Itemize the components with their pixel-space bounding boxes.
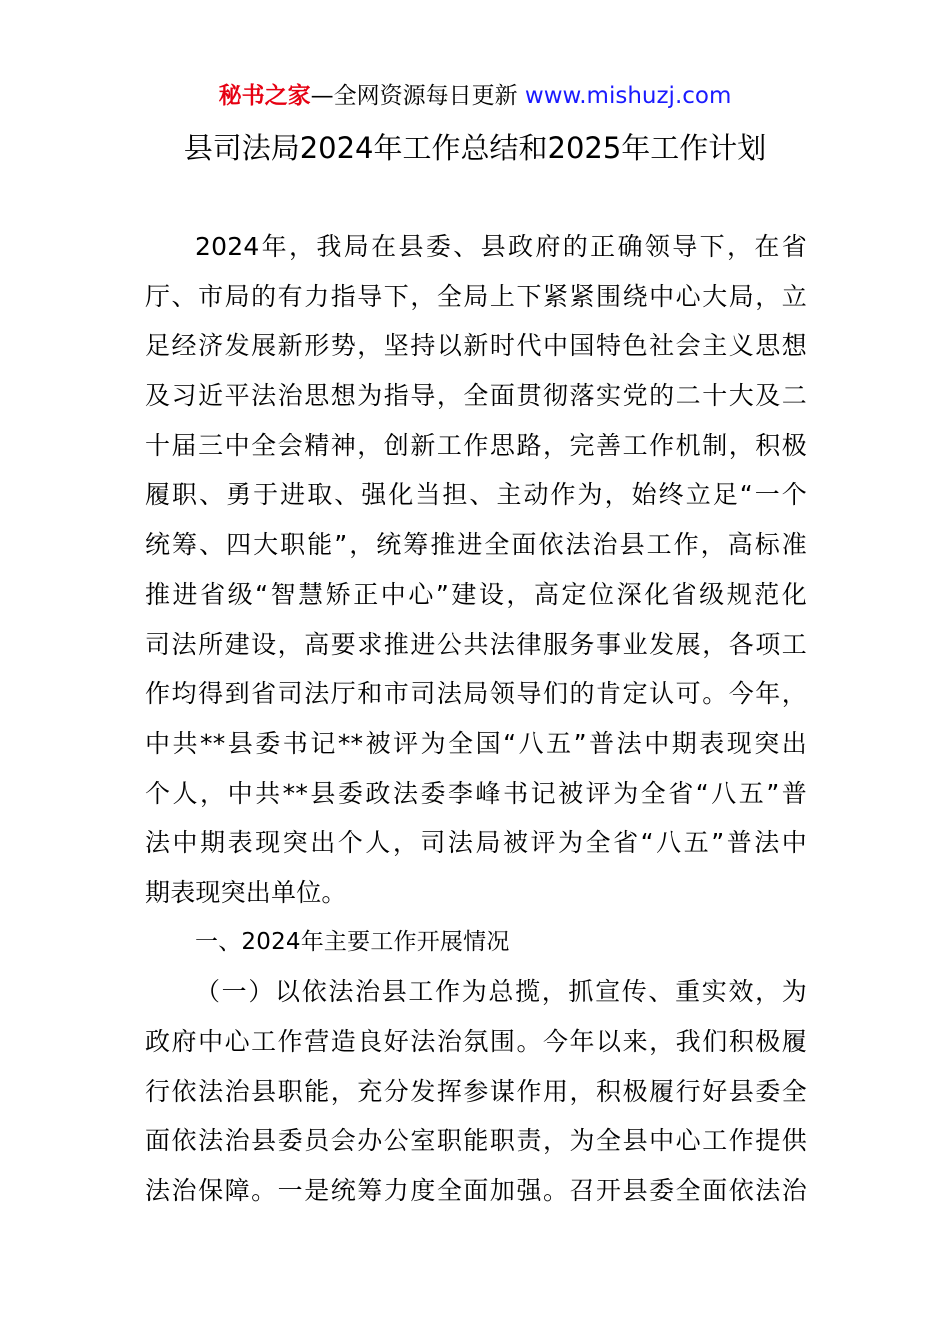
paragraph-line: （一）以依法治县工作为总揽，抓宣传、重实效，为 [195,977,807,1007]
paragraph-line: 2024年，我局在县委、县政府的正确领导下，在省 [195,232,807,261]
paragraph-line: 足经济发展新形势，坚持以新时代中国特色社会主义思想 [145,331,807,361]
paragraph-line: 司法所建设，高要求推进公共法律服务事业发展，各项工 [145,629,807,659]
paragraph-line: 个人，中共**县委政法委李峰书记被评为全省“八五”普 [145,778,807,808]
paragraph-line: 履职、勇于进取、强化当担、主动作为，始终立足“一个 [145,480,807,510]
site-slogan: —全网资源每日更新 [310,83,525,109]
site-url-link[interactable]: www.mishuzj.com [524,83,732,109]
section-heading [145,918,807,968]
paragraph-line: 作均得到省司法厅和市司法局领导们的肯定认可。今年， [145,679,807,709]
site-header [0,80,950,112]
paragraph-line: 政府中心工作营造良好法治氛围。今年以来，我们积极履 [145,1027,807,1056]
paragraph-line: 法中期表现突出个人，司法局被评为全省“八五”普法中 [145,828,807,858]
paragraph-line: 统筹、四大职能”，统筹推进全面依法治县工作，高标准 [145,530,807,560]
paragraph-line: 中共**县委书记**被评为全国“八五”普法中期表现突出 [145,728,807,758]
paragraph-line: 及习近平法治思想为指导，全面贯彻落实党的二十大及二 [145,381,807,411]
paragraph-line: 法治保障。一是统筹力度全面加强。召开县委全面依法治 [145,1176,807,1206]
site-brand: 秘书之家 [218,83,311,109]
paragraph-line: 行依法治县职能，充分发挥参谋作用，积极履行好县委全 [145,1076,807,1106]
paragraph-line: 推进省级“智慧矫正中心”建设，高定位深化省级规范化 [145,579,807,609]
paragraph-line: 十届三中全会精神，创新工作思路，完善工作机制，积极 [145,430,807,460]
paragraph-section-one [145,967,807,1215]
document-body [145,222,807,1216]
paragraph-intro [145,222,807,918]
document-title: 县司法局2024年工作总结和2025年工作计划 [183,131,767,165]
paragraph-line: 期表现突出单位。 [145,877,347,907]
paragraph-line: 厅、市局的有力指导下，全局上下紧紧围绕中心大局，立 [145,281,807,311]
section-heading-text: 一、2024年主要工作开展情况 [195,928,510,955]
paragraph-line: 面依法治县委员会办公室职能职责，为全县中心工作提供 [145,1126,807,1156]
